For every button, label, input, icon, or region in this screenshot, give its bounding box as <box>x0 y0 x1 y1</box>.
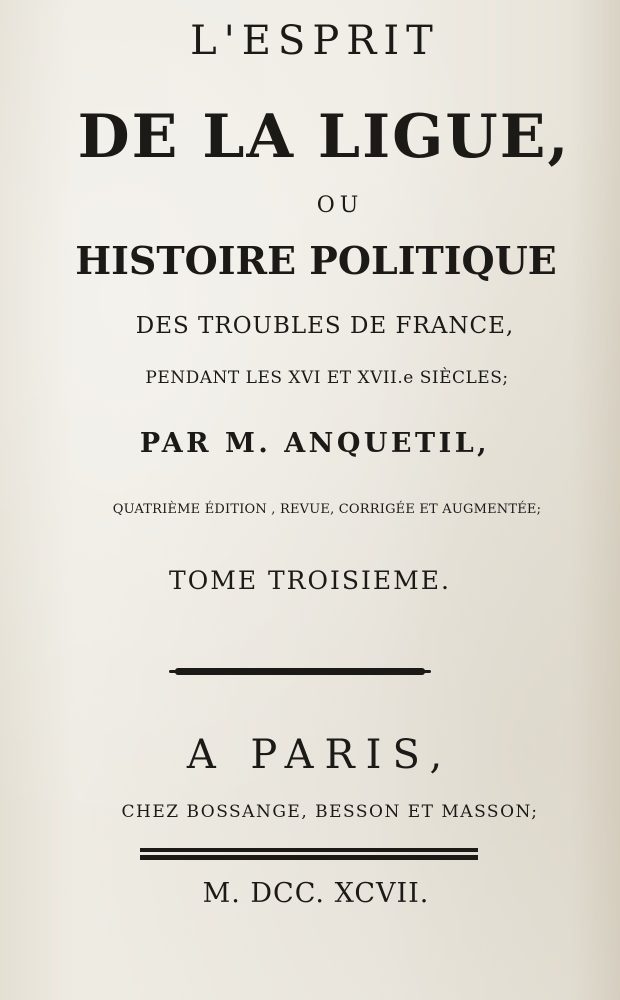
edition-line: QUATRIÈME ÉDITION , REVUE, CORRIGÉE ET AUGMENTÉE; <box>112 502 542 517</box>
subtitle-line-2: DES TROUBLES DE FRANCE, <box>135 313 515 339</box>
imprint-date: M. DCC. XCVII. <box>202 878 430 909</box>
imprint-place: A PARIS, <box>186 732 454 778</box>
title-line-2: DE LA LIGUE, <box>77 102 571 172</box>
author-line: PAR M. ANQUETIL, <box>139 428 491 459</box>
subtitle-line-3: PENDANT LES XVI ET XVII.e SIÈCLES; <box>145 368 509 388</box>
double-rule <box>140 848 478 862</box>
title-line-3: OU <box>316 193 364 218</box>
subtitle-line: HISTOIRE POLITIQUE <box>75 238 557 283</box>
imprint-publisher: CHEZ BOSSANGE, BESSON ET MASSON; <box>121 802 539 822</box>
double-rule-bottom <box>140 855 478 860</box>
ornamental-rule <box>175 668 425 675</box>
volume-line: TOME TROISIEME. <box>169 566 451 595</box>
title-line-1: L'ESPRIT <box>190 18 440 64</box>
double-rule-top <box>140 848 478 852</box>
